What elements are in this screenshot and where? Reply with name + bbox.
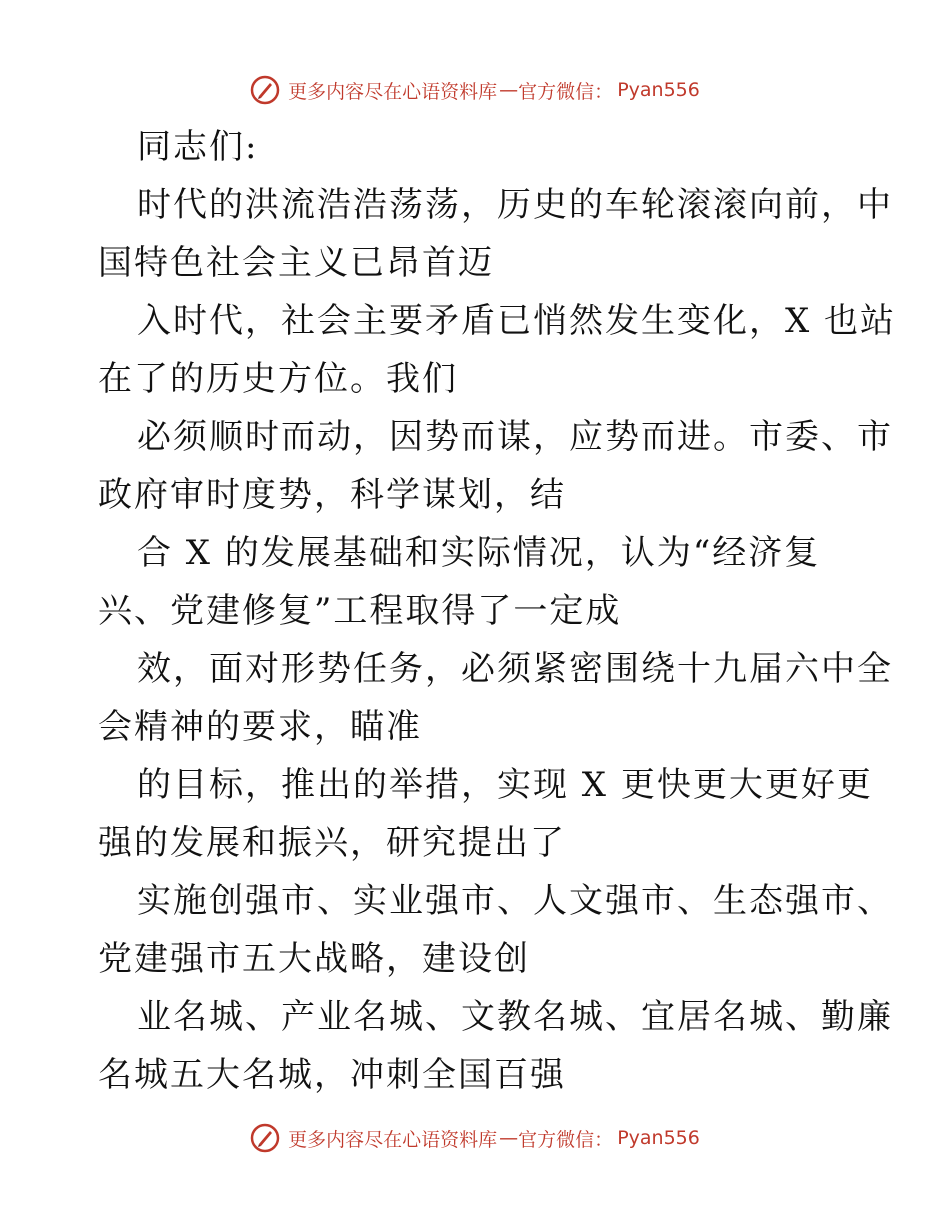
text-line: 强的发展和振兴，研究提出了 [98, 823, 566, 863]
text-line: 业名城、产业名城、文教名城、宜居名城、勤廉 [137, 997, 893, 1037]
text-line: 入时代，社会主要矛盾已悄然发生变化，X 也站 [137, 301, 897, 341]
text-line: 同志们: [137, 127, 259, 167]
text-line: 国特色社会主义已昂首迈 [98, 243, 494, 283]
text-line: 政府审时度势，科学谋划，结 [98, 475, 566, 515]
text-line: 时代的洪流浩浩荡荡，历史的车轮滚滚向前，中 [137, 185, 893, 225]
quill-logo-icon [250, 1123, 280, 1153]
text-line: 效，面对形势任务，必须紧密围绕十九届六中全 [137, 649, 893, 689]
watermark-wechat-label: 官方微信： [518, 80, 614, 103]
watermark-site-text: 更多内容尽在心语资料库 [288, 1128, 498, 1151]
text-line: 合 X 的发展基础和实际情况，认为“经济复 [137, 533, 821, 573]
text-line: 名城五大名城，冲刺全国百强 [98, 1055, 566, 1095]
watermark-separator: — [499, 1127, 519, 1149]
text-line: 的目标，推出的举措，实现 X 更快更大更好更 [137, 765, 873, 805]
text-line: 会精神的要求，瞄准 [98, 707, 422, 747]
text-line: 在了的历史方位。我们 [98, 359, 458, 399]
quill-logo-icon [250, 75, 280, 105]
watermark-site-text: 更多内容尽在心语资料库 [288, 80, 498, 103]
text-line: 必须顺时而动，因势而谋，应势而进。市委、市 [137, 417, 893, 457]
watermark-wechat-id: Pyan556 [617, 79, 700, 101]
text-line: 兴、党建修复”工程取得了一定成 [98, 591, 622, 631]
footer-watermark [0, 1118, 950, 1158]
watermark-wechat-label: 官方微信： [518, 1128, 614, 1151]
header-watermark [0, 70, 950, 110]
watermark-separator: — [499, 79, 519, 101]
text-line: 实施创强市、实业强市、人文强市、生态强市、 [137, 881, 893, 921]
text-line: 党建强市五大战略，建设创 [98, 939, 530, 979]
watermark-wechat-id: Pyan556 [617, 1127, 700, 1149]
